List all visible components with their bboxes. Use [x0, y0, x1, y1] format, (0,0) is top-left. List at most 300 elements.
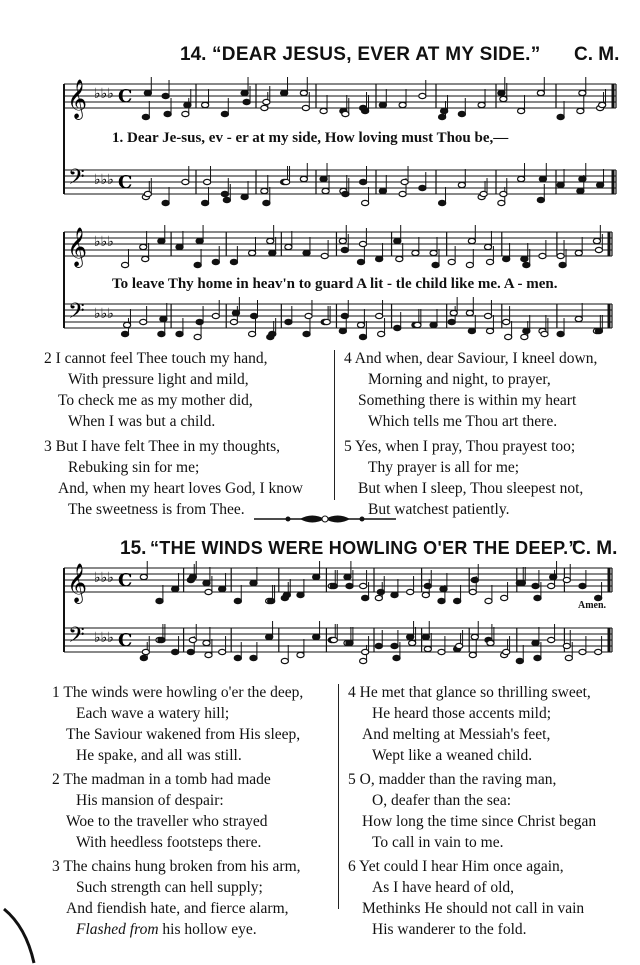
verse-line: Such strength can hell supply; [76, 879, 263, 896]
note [243, 99, 250, 104]
note [424, 646, 431, 651]
note [321, 253, 328, 258]
note [466, 310, 473, 315]
hymn-14-verse-4 [344, 348, 634, 432]
note [593, 238, 600, 243]
note [249, 331, 256, 336]
note [419, 93, 426, 98]
note [439, 114, 446, 119]
note [407, 589, 414, 594]
note [140, 319, 147, 324]
note [379, 188, 386, 193]
note [478, 102, 485, 107]
note [172, 649, 179, 654]
note [391, 592, 398, 597]
note [430, 322, 437, 327]
note [300, 176, 307, 181]
column-divider [338, 684, 339, 909]
verse-line: Thy prayer is all for me; [368, 459, 520, 476]
note [140, 574, 147, 579]
treble-key-signature: ♭♭♭ [94, 234, 114, 250]
note [487, 640, 494, 645]
note [212, 313, 219, 318]
verse-line: To call in vain to me. [372, 834, 504, 851]
note [281, 658, 288, 663]
note [438, 649, 445, 654]
note [323, 319, 330, 324]
note [521, 334, 528, 339]
verse-line: But watchest patiently. [368, 501, 510, 518]
treble-time-signature: C [118, 86, 133, 107]
hymn-15-music-system [0, 560, 640, 680]
note [424, 583, 431, 588]
verse-line: But when I sleep, Thou sleepest not, [358, 480, 584, 497]
verse-line: 6 Yet could I hear Him once again, [348, 858, 564, 875]
note [379, 102, 386, 107]
verse-line: Methinks He should not call in vain [362, 900, 585, 917]
note [500, 96, 507, 101]
note [341, 313, 348, 318]
note [189, 574, 196, 579]
note [261, 188, 268, 193]
note [158, 331, 165, 336]
note [458, 182, 465, 187]
note [357, 259, 364, 264]
note [322, 188, 329, 193]
note [267, 238, 274, 243]
note [394, 238, 401, 243]
note [396, 256, 403, 261]
note [230, 319, 237, 324]
note [268, 598, 275, 603]
verse-line: Something there is within my heart [358, 392, 577, 409]
verse-line: When I was but a child. [68, 413, 216, 430]
note [339, 328, 346, 333]
note [219, 586, 226, 591]
verse-line: He heard those accents mild; [372, 705, 552, 722]
verse-line: 1 The winds were howling o'er the deep, [52, 684, 304, 701]
note [121, 331, 128, 336]
verse-line: 4 He met that glance so thrilling sweet, [348, 684, 591, 701]
note [303, 250, 310, 255]
note [360, 583, 367, 588]
note [399, 191, 406, 196]
note [539, 176, 546, 181]
hymn-14-number: 14. [180, 44, 207, 65]
note [579, 583, 586, 588]
verse-line: 4 And when, dear Saviour, I kneel down, [344, 350, 598, 367]
verse-line: He spake, and all was still. [76, 747, 242, 764]
note [342, 191, 349, 196]
note [144, 90, 151, 95]
note [557, 114, 564, 119]
note [269, 331, 276, 336]
note [469, 652, 476, 657]
hymn-15-verse-2 [52, 769, 342, 853]
note [518, 580, 525, 585]
note [194, 334, 201, 339]
note [140, 244, 147, 249]
verse-line: 5 Yes, when I pray, Thou prayest too; [344, 438, 576, 455]
note [541, 331, 548, 336]
note [142, 256, 149, 261]
bass-staff [64, 297, 612, 340]
note [344, 574, 351, 579]
note [266, 634, 273, 639]
note [441, 108, 448, 113]
note [599, 102, 606, 107]
note [439, 200, 446, 205]
note [300, 90, 307, 95]
note [438, 598, 445, 603]
note [440, 586, 447, 591]
note [575, 250, 582, 255]
note [232, 310, 239, 315]
bass-clef-icon: 𝄢 [68, 623, 85, 653]
ornament-divider [250, 510, 400, 528]
hymn-15-verse-4 [348, 682, 638, 766]
note [251, 313, 258, 318]
note [203, 640, 210, 645]
note [532, 583, 539, 588]
hymn-14-meter: C. M. [574, 44, 620, 65]
note [359, 241, 366, 246]
treble-staff [64, 225, 612, 268]
note [204, 179, 211, 184]
verse-line: And fiendish hate, and fierce alarm, [66, 900, 289, 917]
note [393, 655, 400, 660]
note [419, 185, 426, 190]
hymn-14-verses-right [344, 348, 634, 520]
note [539, 253, 546, 258]
note [407, 634, 414, 639]
note [577, 108, 584, 113]
bass-clef-icon: 𝄢 [68, 165, 85, 195]
verse-line: Woe to the traveller who strayed [66, 813, 268, 830]
verse-line [52, 919, 342, 940]
hymn-15-number: 15. [120, 538, 147, 559]
note [579, 176, 586, 181]
verse-line: 2 I cannot feel Thee touch my hand, [44, 350, 268, 367]
note [595, 247, 602, 252]
bass-time-signature: C [118, 630, 133, 651]
verse-line: And melting at Messiah's feet, [362, 726, 551, 743]
hymn-15-meter: C. M. [572, 538, 618, 559]
note [203, 580, 210, 585]
note [341, 247, 348, 252]
note [422, 634, 429, 639]
note [518, 176, 525, 181]
note [144, 191, 151, 196]
note [486, 259, 493, 264]
note [283, 179, 290, 184]
verse-line: To check me as my mother did, [58, 392, 253, 409]
verse-line: Morning and night, to prayer, [368, 371, 551, 388]
bass-staff [64, 621, 612, 664]
note [320, 176, 327, 181]
note [557, 331, 564, 336]
note [160, 316, 167, 321]
note [548, 583, 555, 588]
note [362, 595, 369, 600]
note [503, 319, 510, 324]
note [469, 589, 476, 594]
note [263, 200, 270, 205]
note [391, 643, 398, 648]
note [501, 595, 508, 600]
note [595, 328, 602, 333]
hymn-14-verse-2 [44, 348, 334, 432]
hymn-15-title: “THE WINDS WERE HOWLING O'ER THE DEEP.” [150, 538, 578, 558]
note [432, 262, 439, 267]
note [184, 102, 191, 107]
note [123, 322, 130, 327]
treble-clef-icon: 𝄞 [67, 563, 88, 603]
note [458, 111, 465, 116]
note [362, 649, 369, 654]
verse-line: Each wave a watery hill; [76, 705, 230, 722]
verse-line: And, when my heart loves God, I know [58, 480, 303, 497]
italic-phrase: Flashed from [76, 921, 159, 938]
note [505, 334, 512, 339]
note [450, 310, 457, 315]
note [342, 111, 349, 116]
hymn-15-verses-right [348, 682, 638, 940]
note [250, 580, 257, 585]
hymn-14-lyrics-line-2: To leave Thy home in heav'n to guard A lit - tle child like me. A - men. [112, 276, 558, 292]
hymn-15-verse-1 [52, 682, 342, 766]
bass-time-signature: C [118, 172, 133, 193]
note [575, 316, 582, 321]
note [241, 90, 248, 95]
verse-line: Rebuking sin for me; [68, 459, 200, 476]
note [394, 325, 401, 330]
note [532, 640, 539, 645]
note [498, 200, 505, 205]
note [516, 658, 523, 663]
bass-staff [64, 163, 616, 206]
note [305, 313, 312, 318]
note [196, 238, 203, 243]
note [557, 182, 564, 187]
note [202, 200, 209, 205]
note [285, 244, 292, 249]
note [219, 649, 226, 654]
note [285, 319, 292, 324]
note [182, 111, 189, 116]
verse-line: 3 But I have felt Thee in my thoughts, [44, 438, 281, 455]
note [362, 108, 369, 113]
note [212, 259, 219, 264]
note [456, 643, 463, 648]
note [503, 649, 510, 654]
verse-line: The sweetness is from Thee. [68, 501, 245, 518]
note [375, 595, 382, 600]
note [534, 595, 541, 600]
note [357, 322, 364, 327]
note [189, 637, 196, 642]
note [221, 191, 228, 196]
note [503, 256, 510, 261]
note [521, 256, 528, 261]
note [537, 197, 544, 202]
verse-line: The Saviour wakened from His sleep, [66, 726, 301, 743]
verse-line: Wept like a weaned child. [372, 747, 533, 764]
note [430, 250, 437, 255]
verse-line: His wanderer to the fold. [372, 921, 527, 938]
note [376, 313, 383, 318]
note [241, 194, 248, 199]
note [205, 652, 212, 657]
treble-clef-icon: 𝄞 [67, 227, 88, 267]
verse-line: With pressure light and mild, [68, 371, 249, 388]
note [164, 111, 171, 116]
verse-line: His mansion of despair: [76, 792, 224, 809]
note [518, 108, 525, 113]
note [194, 262, 201, 267]
note [579, 90, 586, 95]
note [269, 250, 276, 255]
note [330, 637, 337, 642]
note [468, 238, 475, 243]
treble-clef-icon: 𝄞 [67, 79, 88, 119]
note [297, 592, 304, 597]
note [500, 191, 507, 196]
note [376, 256, 383, 261]
note [158, 637, 165, 642]
note [230, 259, 237, 264]
note [378, 331, 385, 336]
note [523, 262, 530, 267]
page-corner-mark [0, 905, 50, 965]
note [557, 253, 564, 258]
note [534, 655, 541, 660]
note [140, 655, 147, 660]
note [346, 583, 353, 588]
note [346, 640, 353, 645]
verse-line: 2 The madman in a tomb had made [52, 771, 271, 788]
note [360, 179, 367, 184]
note [302, 105, 309, 110]
bass-clef-icon: 𝄢 [68, 299, 85, 329]
verse-line-rest: his hollow eye. [158, 921, 257, 938]
note [234, 598, 241, 603]
note [498, 90, 505, 95]
note [480, 191, 487, 196]
bass-key-signature: ♭♭♭ [94, 306, 114, 322]
note [377, 589, 384, 594]
note [523, 328, 530, 333]
note [362, 200, 369, 205]
note [263, 99, 270, 104]
note [537, 90, 544, 95]
hymn-14-verses-left [44, 348, 334, 520]
note [172, 586, 179, 591]
note [399, 102, 406, 107]
note [412, 250, 419, 255]
note [454, 598, 461, 603]
note [249, 250, 256, 255]
note [466, 262, 473, 267]
note [471, 634, 478, 639]
note [579, 649, 586, 654]
note [471, 577, 478, 582]
note [223, 197, 230, 202]
note [313, 574, 320, 579]
hymn-15-verse-6 [348, 856, 638, 940]
hymn-14-lyrics-line-1: 1. Dear Je-sus, ev - er at my side, How loving must Thou be,— [112, 130, 509, 146]
note [196, 319, 203, 324]
column-divider [334, 350, 335, 500]
note [234, 655, 241, 660]
note [339, 238, 346, 243]
note [313, 634, 320, 639]
note [330, 583, 337, 588]
note [156, 598, 163, 603]
note [563, 577, 570, 582]
verse-line: O, deafer than the sea: [372, 792, 512, 809]
verse-line: Which tells me Thou art there. [368, 413, 558, 430]
note [281, 90, 288, 95]
note [205, 589, 212, 594]
note [484, 313, 491, 318]
note [577, 188, 584, 193]
note [162, 200, 169, 205]
verse-line: As I have heard of old, [372, 879, 515, 896]
note [176, 244, 183, 249]
treble-staff [64, 77, 616, 120]
note [221, 111, 228, 116]
verse-line: With heedless footsteps there. [76, 834, 262, 851]
treble-key-signature: ♭♭♭ [94, 570, 114, 586]
note [597, 182, 604, 187]
note [550, 574, 557, 579]
note [121, 262, 128, 267]
verse-line: How long the time since Christ began [362, 813, 597, 830]
hymn-15-amen: Amen. [578, 600, 607, 611]
hymn-14-verse-5 [344, 436, 634, 520]
verse-line: 5 O, madder than the raving man, [348, 771, 557, 788]
note [182, 179, 189, 184]
note [283, 592, 290, 597]
hymn-14-title: “DEAR JESUS, EVER AT MY SIDE.” [212, 44, 541, 65]
note [422, 592, 429, 597]
note [595, 649, 602, 654]
note [375, 643, 382, 648]
bass-key-signature: ♭♭♭ [94, 630, 114, 646]
note [565, 655, 572, 660]
note [176, 331, 183, 336]
note [142, 114, 149, 119]
note [468, 328, 475, 333]
note [548, 637, 555, 642]
note [303, 331, 310, 336]
note [158, 238, 165, 243]
note [448, 319, 455, 324]
note [162, 93, 169, 98]
note [448, 259, 455, 264]
note [320, 108, 327, 113]
hymn-15-verse-5 [348, 769, 638, 853]
verse-line: 3 The chains hung broken from his arm, [52, 858, 301, 875]
hymn-14-verse-3 [44, 436, 334, 520]
note [250, 655, 257, 660]
note [360, 658, 367, 663]
note [401, 179, 408, 184]
note [563, 643, 570, 648]
note [414, 322, 421, 327]
note [187, 649, 194, 654]
